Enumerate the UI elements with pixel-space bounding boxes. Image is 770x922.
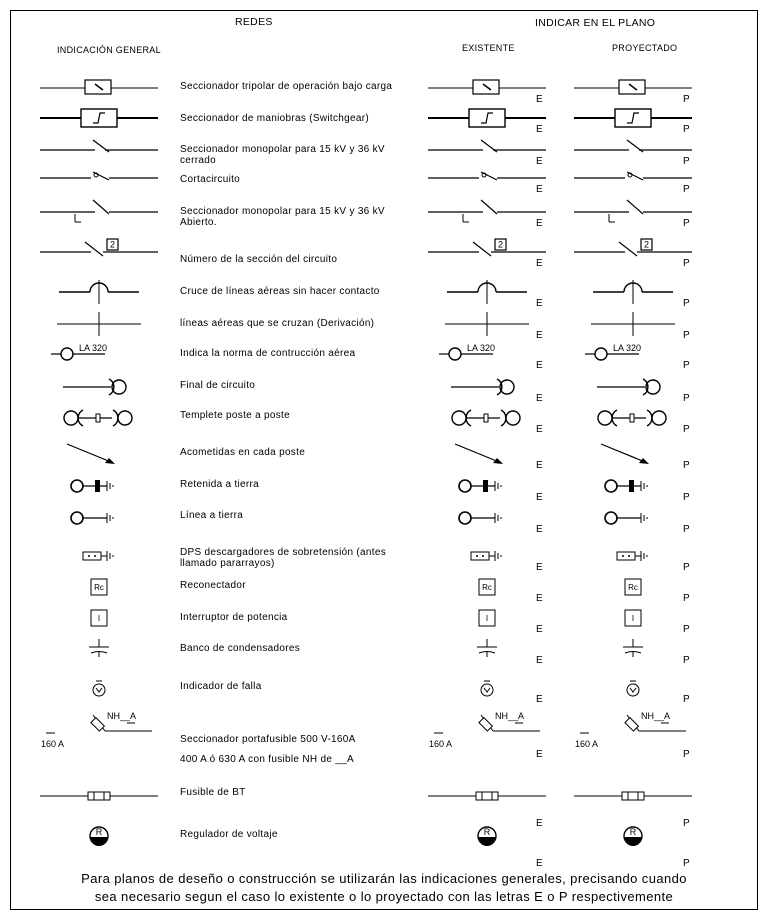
proyectado-mark: P	[683, 330, 690, 341]
fuse-holder-disconnector-symbol-existente	[418, 705, 556, 749]
svg-text:2: 2	[497, 239, 504, 250]
svg-text:I: I	[97, 614, 101, 623]
header-indicate: INDICAR EN EL PLANO	[535, 17, 656, 29]
symbol-label: Cortacircuito	[180, 174, 241, 185]
svg-text:NH__A: NH__A	[495, 711, 525, 721]
existente-mark: E	[536, 562, 543, 573]
existente-mark: E	[536, 124, 543, 135]
capacitor-bank-symbol-proyectado	[564, 627, 702, 671]
svg-text:160 A: 160 A	[41, 739, 65, 749]
proyectado-mark: P	[683, 184, 690, 195]
svg-text:I: I	[631, 614, 635, 623]
svg-text:LA 320: LA 320	[613, 343, 642, 353]
symbol-label: Seccionador monopolar para 15 kV y 36 kV	[180, 206, 385, 217]
svg-text:LA 320: LA 320	[79, 343, 108, 353]
symbol-label: líneas aéreas que se cruzan (Derivación)	[180, 318, 375, 329]
proyectado-mark: P	[683, 298, 690, 309]
lv-fuse-symbol-proyectado	[564, 774, 702, 818]
symbol-label-continued: 400 A ó 630 A con fusible NH de __A	[180, 754, 354, 765]
svg-text:2: 2	[109, 239, 116, 250]
symbol-label: Seccionador tripolar de operación bajo carga	[180, 81, 393, 92]
symbol-label: Indica la norma de contrucción aérea	[180, 348, 356, 359]
svg-text:NH__A: NH__A	[641, 711, 671, 721]
symbol-label: Número de la sección del circuito	[180, 254, 338, 265]
proyectado-mark: P	[683, 460, 690, 471]
symbol-label: Banco de condensadores	[180, 643, 301, 654]
lv-fuse-symbol-general	[30, 774, 168, 818]
existente-mark: E	[536, 393, 543, 404]
svg-text:160 A: 160 A	[575, 739, 599, 749]
symbol-label: DPS descargadores de sobretensión (antes	[180, 547, 387, 558]
proyectado-mark: P	[683, 749, 690, 760]
existente-mark: E	[536, 524, 543, 535]
symbol-label: Templete poste a poste	[180, 410, 290, 421]
symbol-label-continued: Abierto.	[180, 217, 217, 228]
proyectado-mark: P	[683, 593, 690, 604]
lv-fuse-symbol-existente	[418, 774, 556, 818]
symbol-label-continued: cerrado	[180, 155, 217, 166]
proyectado-mark: P	[683, 562, 690, 573]
capacitor-bank-symbol-general	[30, 627, 168, 671]
existente-mark: E	[536, 858, 543, 869]
existente-mark: E	[536, 184, 543, 195]
proyectado-mark: P	[683, 858, 690, 869]
existente-mark: E	[536, 593, 543, 604]
symbol-label: Retenida a tierra	[180, 479, 260, 490]
header-title: REDES	[235, 16, 273, 28]
section-number-symbol-proyectado	[564, 230, 702, 274]
symbol-label: Acometidas en cada poste	[180, 447, 306, 458]
symbol-label: Línea a tierra	[180, 510, 244, 521]
existente-mark: E	[536, 424, 543, 435]
disconnector-1p-open-symbol-proyectado	[564, 190, 702, 234]
symbol-label: Regulador de voltaje	[180, 829, 278, 840]
existente-mark: E	[536, 258, 543, 269]
svg-text:Rc: Rc	[628, 583, 638, 592]
header-general: INDICACIÓN GENERAL	[57, 45, 161, 55]
voltage-regulator-symbol-general	[30, 814, 168, 858]
symbol-label: Interruptor de potencia	[180, 612, 288, 623]
symbol-label: Seccionador monopolar para 15 kV y 36 kV	[180, 144, 385, 155]
proyectado-mark: P	[683, 124, 690, 135]
symbol-label: Fusible de BT	[180, 787, 246, 798]
footer-line-2: sea necesario segun el caso lo existente o lo proyectado con las letras E o P respectivemente	[94, 889, 674, 904]
footer-line-1: Para planos de deseño o construcción se utilizarán las indicaciones generales, precisando cuando	[81, 871, 687, 886]
svg-text:I: I	[485, 614, 489, 623]
svg-text:R: R	[483, 827, 491, 837]
existente-mark: E	[536, 749, 543, 760]
proyectado-mark: P	[683, 524, 690, 535]
svg-text:R: R	[95, 827, 103, 837]
voltage-regulator-symbol-proyectado	[564, 814, 702, 858]
symbol-label: Indicador de falla	[180, 681, 262, 692]
proyectado-mark: P	[683, 424, 690, 435]
svg-text:NH__A: NH__A	[107, 711, 137, 721]
proyectado-mark: P	[683, 360, 690, 371]
proyectado-mark: P	[683, 393, 690, 404]
svg-text:LA 320: LA 320	[467, 343, 496, 353]
proyectado-mark: P	[683, 624, 690, 635]
proyectado-mark: P	[683, 492, 690, 503]
existente-mark: E	[536, 156, 543, 167]
header-proyectado: PROYECTADO	[612, 43, 678, 53]
proyectado-mark: P	[683, 818, 690, 829]
proyectado-mark: P	[683, 655, 690, 666]
fault-indicator-symbol-proyectado	[564, 666, 702, 710]
existente-mark: E	[536, 460, 543, 471]
fuse-holder-disconnector-symbol-proyectado	[564, 705, 702, 749]
existente-mark: E	[536, 94, 543, 105]
proyectado-mark: P	[683, 94, 690, 105]
symbol-label-continued: llamado pararrayos)	[180, 558, 275, 569]
svg-text:160 A: 160 A	[429, 739, 453, 749]
fuse-holder-disconnector-symbol-general	[30, 705, 168, 749]
proyectado-mark: P	[683, 218, 690, 229]
existente-mark: E	[536, 330, 543, 341]
fault-indicator-symbol-general	[30, 666, 168, 710]
existente-mark: E	[536, 624, 543, 635]
header-existente: EXISTENTE	[462, 43, 515, 53]
section-number-symbol-general	[30, 230, 168, 274]
proyectado-mark: P	[683, 694, 690, 705]
svg-text:2: 2	[643, 239, 650, 250]
svg-text:Rc: Rc	[482, 583, 492, 592]
symbol-label: Final de circuito	[180, 380, 256, 391]
symbol-label: Seccionador de maniobras (Switchgear)	[180, 113, 369, 124]
existente-mark: E	[536, 694, 543, 705]
voltage-regulator-symbol-existente	[418, 814, 556, 858]
proyectado-mark: P	[683, 258, 690, 269]
proyectado-mark: P	[683, 156, 690, 167]
existente-mark: E	[536, 818, 543, 829]
symbol-label: Reconectador	[180, 580, 246, 591]
existente-mark: E	[536, 655, 543, 666]
disconnector-1p-open-symbol-general	[30, 190, 168, 234]
svg-text:R: R	[629, 827, 637, 837]
existente-mark: E	[536, 492, 543, 503]
existente-mark: E	[536, 298, 543, 309]
svg-text:Rc: Rc	[94, 583, 104, 592]
existente-mark: E	[536, 218, 543, 229]
existente-mark: E	[536, 360, 543, 371]
symbol-label: Cruce de líneas aéreas sin hacer contacto	[180, 286, 380, 297]
symbol-label: Seccionador portafusible 500 V-160A	[180, 734, 356, 745]
